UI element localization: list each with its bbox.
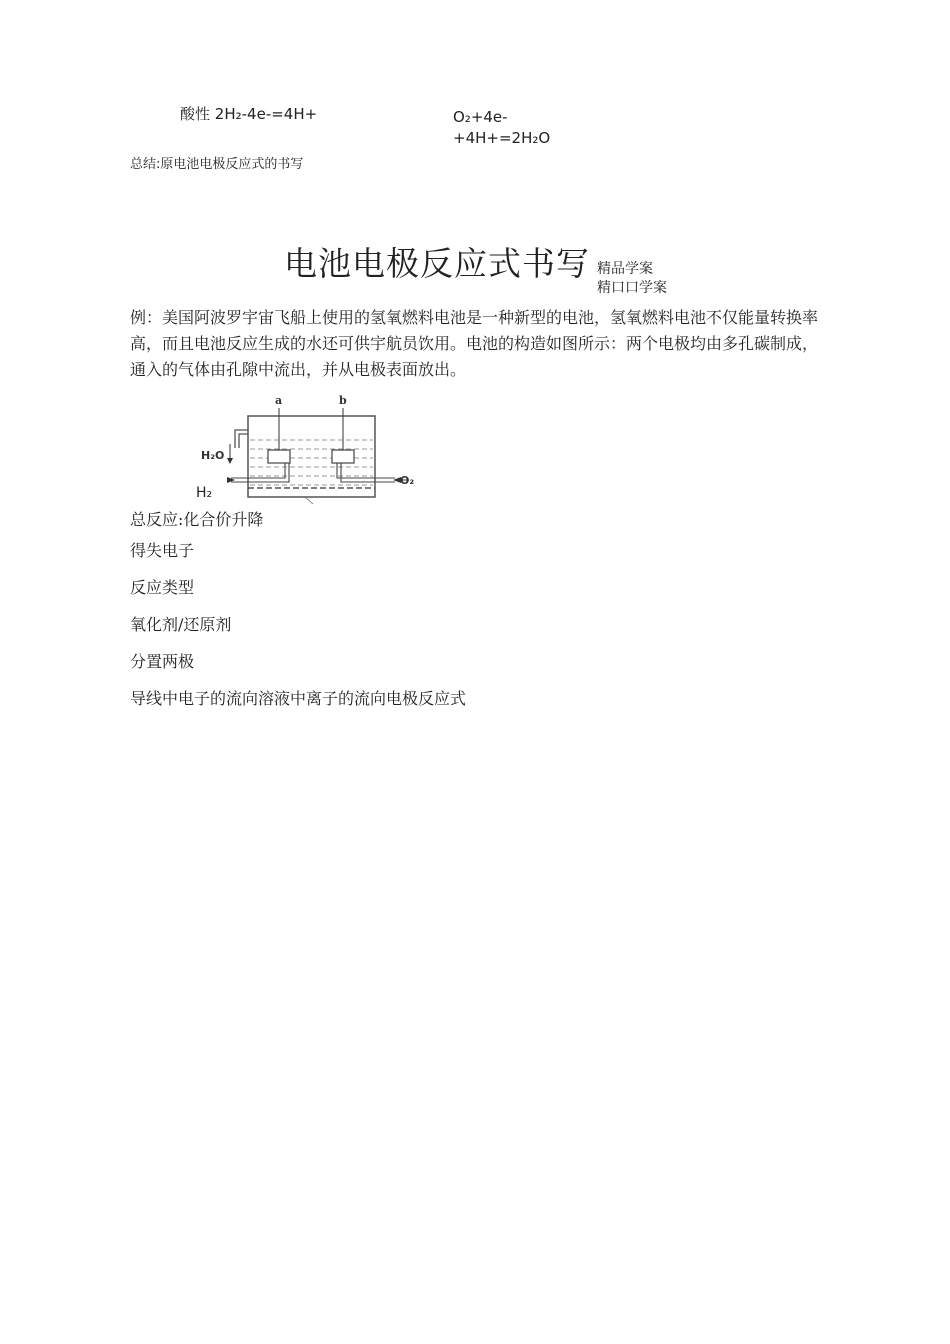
acid-equation [180, 103, 317, 124]
water-pipe [235, 430, 248, 448]
electrode-b [332, 450, 354, 463]
list-item: 导线中电子的流向溶液中离子的流向电极反应式 [130, 689, 467, 708]
list-item: 得失电子 [130, 541, 195, 560]
list-item: 氧化剂/还原剂 [130, 615, 232, 634]
example-paragraph: 例：美国阿波罗宇宙飞船上使用的氢氧燃料电池是一种新型的电池，氢氧燃料电池不仅能量转换率高，而且电池反应生成的水还可供宇航员饮用。电池的构造如图所示：两个电极均由多孔碳制成，通入的气体由孔隙中流出，并从电极表面放出。 [130, 308, 819, 379]
page-title: 电池电极反应式书写 [284, 244, 590, 283]
fuel-cell-diagram [195, 392, 425, 512]
cathode-equation-line1: O₂+4e- [453, 108, 508, 126]
label-b: b [339, 394, 347, 407]
label-h2: H₂ [196, 485, 213, 501]
title-tag-line2: 精口口学案 [597, 280, 667, 296]
anode-equation: 2H₂-4e-=4H+ [214, 105, 318, 123]
list-item: 分置两极 [130, 652, 195, 671]
summary-heading: 总结:原电池电极反应式的书写 [130, 157, 304, 172]
acid-label: 酸性 [180, 105, 211, 123]
electrode-a [268, 450, 290, 463]
title-tag-line1: 精品学案 [597, 261, 653, 277]
list-item: 反应类型 [130, 578, 195, 597]
label-o2: O₂ [400, 474, 415, 487]
list-item: 总反应:化合价升降 [130, 510, 264, 529]
label-a: a [275, 394, 283, 407]
label-h2o: H₂O [201, 449, 225, 462]
cathode-equation-line2: +4H+=2H₂O [453, 129, 551, 147]
